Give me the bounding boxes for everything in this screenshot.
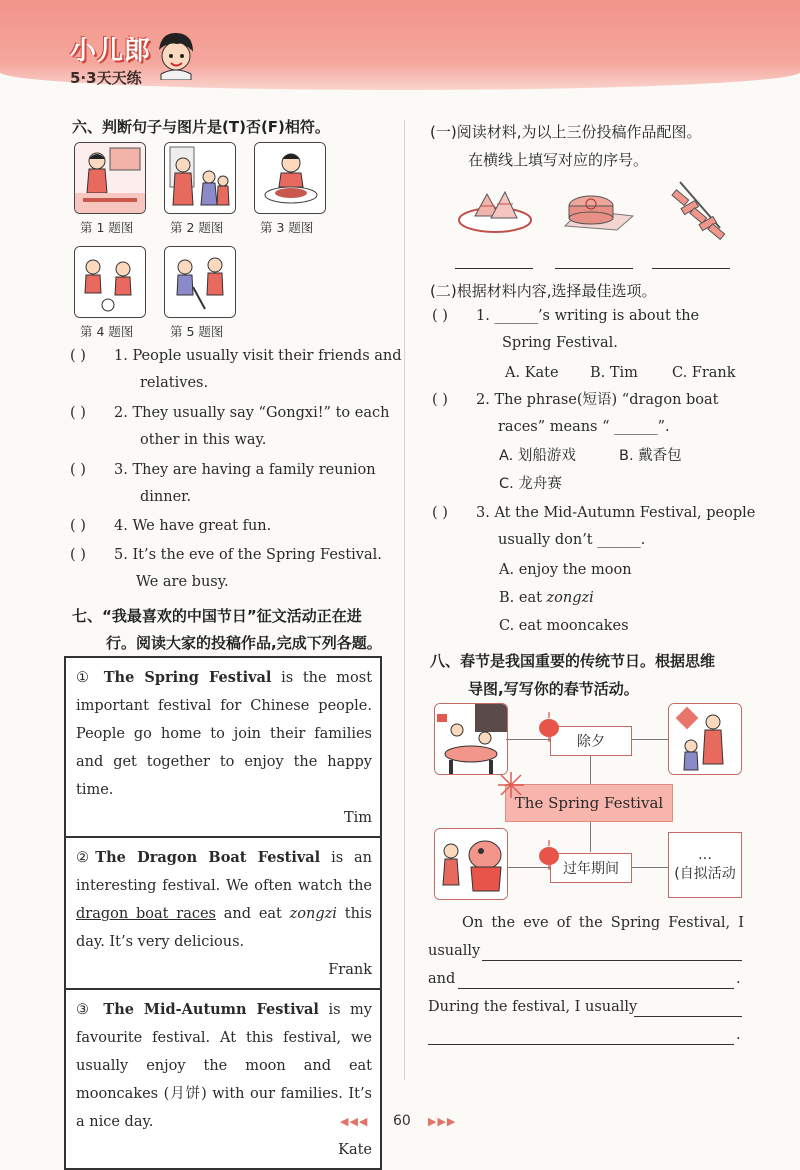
reunion-dinner-icon [255, 143, 325, 213]
answer-line-pic2[interactable] [555, 268, 633, 269]
mindmap-pic-eve [434, 703, 508, 775]
mindmap-pic-fu [668, 703, 742, 775]
mindmap-dots: … [698, 847, 712, 863]
fu-poster-icon [669, 704, 741, 774]
essay-3-num: ③ [76, 1002, 94, 1018]
brand-subtitle: 5·3天天练 [70, 69, 142, 87]
item-6-3 [114, 457, 376, 511]
essay-1-author: Tim [343, 810, 372, 826]
mm-line-2 [632, 739, 668, 740]
writing-period-2: . [736, 1027, 741, 1043]
q1 [476, 303, 699, 357]
item-6-3-line1: 3. They are having a family reunion [114, 462, 376, 478]
writing-answer-4[interactable] [428, 1044, 734, 1045]
answer-paren-q3[interactable]: ( ) [432, 505, 448, 521]
item-6-2 [114, 400, 389, 454]
section8-title-line2: 导图,写写你的春节活动。 [468, 680, 639, 698]
essay-1-num: ① [76, 670, 95, 686]
essay-3-text: is my favourite festival. At this festival, we usually enjoy the moon and eat mooncakes (月饼) with our families. It’s a nice day. [76, 1002, 372, 1130]
answer-paren-6-1[interactable]: ( ) [70, 348, 86, 364]
mindmap-pic-lion-dance [434, 828, 508, 900]
answer-paren-6-2[interactable]: ( ) [70, 405, 86, 421]
caption-5: 第 5 题图 [170, 324, 224, 339]
q1-line1: 1. ______’s writing is about the [476, 308, 700, 324]
answer-paren-q1[interactable]: ( ) [432, 308, 448, 324]
q2-option-b[interactable]: B. 戴香包 [619, 448, 682, 464]
boy-mascot-icon [155, 30, 197, 80]
caption-2: 第 2 题图 [170, 220, 224, 235]
picture-5 [164, 246, 236, 318]
q2-option-a[interactable]: A. 划船游戏 [499, 448, 576, 464]
essay-2-underlined: dragon boat races [76, 906, 216, 922]
essay-2-text-c: this day. It’s very delicious. [76, 906, 372, 950]
mm-line-4 [590, 822, 591, 852]
mm-line-3 [590, 755, 591, 785]
item-6-5-line1: 5. It’s the eve of the Spring Festival. [114, 547, 382, 563]
lantern-icon [534, 712, 564, 742]
part2-title: (二)根据材料内容,选择最佳选项。 [430, 282, 657, 300]
writing-and-label: and [428, 971, 456, 987]
lion-dance-icon [435, 829, 507, 899]
q3 [476, 500, 755, 554]
zongzi-plate-icon [455, 180, 535, 240]
item-6-2-line1: 2. They usually say “Gongxi!” to each [114, 405, 390, 421]
mindmap-during-box: 过年期间 [550, 853, 632, 883]
family-dinner-icon [435, 704, 507, 774]
firecrackers-icon [660, 178, 740, 242]
answer-line-pic1[interactable] [455, 268, 533, 269]
q2-line1: 2. The phrase(短语) “dragon boat [476, 392, 719, 408]
part1-title-line2: 在横线上填写对应的序号。 [468, 151, 649, 169]
caption-1: 第 1 题图 [80, 220, 134, 235]
brand-logo [70, 30, 151, 88]
answer-paren-6-3[interactable]: ( ) [70, 462, 86, 478]
q3-option-a[interactable]: A. enjoy the moon [499, 562, 632, 578]
mindmap-free-box [668, 832, 742, 898]
essay-2-italic: zongzi [289, 906, 337, 922]
q3-option-b-zongzi: zongzi [546, 590, 594, 606]
mm-line-6 [632, 867, 668, 868]
q3-option-c[interactable]: C. eat mooncakes [499, 618, 629, 634]
answer-paren-6-5[interactable]: ( ) [70, 547, 86, 563]
writing-line1: On the eve of the Spring Festival, I [462, 915, 744, 931]
section7-title-line1: 七、“我最喜欢的中国节日”征文活动正在进 [72, 607, 362, 625]
essay-1 [66, 658, 380, 838]
item-6-1-line2: relatives. [140, 375, 209, 391]
item-6-1-line1: 1. People usually visit their friends and [114, 348, 402, 364]
essay-2-heading: The Dragon Boat Festival [95, 849, 321, 866]
page-number: 60 [393, 1113, 411, 1129]
q3-line2: usually don’t ______. [498, 532, 646, 548]
greeting-icon [165, 143, 235, 213]
picture-1 [74, 142, 146, 214]
section7-title [72, 603, 382, 657]
picture-4 [74, 246, 146, 318]
mindmap-center-box: The Spring Festival [505, 784, 673, 822]
section8-title [430, 647, 715, 703]
kids-playing-icon [75, 247, 145, 317]
answer-paren-6-4[interactable]: ( ) [70, 518, 86, 534]
mooncake-icon [557, 180, 637, 240]
essay-3-author: Kate [338, 1142, 372, 1158]
q2-option-c[interactable]: C. 龙舟赛 [499, 476, 562, 492]
essay-2-num: ② [76, 850, 96, 866]
section7-title-line2: 行。阅读大家的投稿作品,完成下列各题。 [106, 634, 382, 652]
item-6-5-line2: We are busy. [136, 574, 229, 590]
footer-left-arrows-icon: ◀◀◀ [340, 1115, 369, 1128]
part1-title-line1: (一)阅读材料,为以上三份投稿作品配图。 [430, 123, 702, 141]
item-6-5 [114, 542, 382, 596]
q2 [476, 387, 719, 441]
mindmap-eve-box: 除夕 [550, 726, 632, 756]
writing-during-label: During the festival, I usually [428, 999, 638, 1015]
item-6-4-line1: 4. We have great fun. [114, 518, 272, 534]
mindmap-free-label: (自拟活动 [674, 866, 736, 882]
item-6-2-line2: other in this way. [140, 432, 267, 448]
item-6-3-line2: dinner. [140, 489, 192, 505]
firework-icon [496, 770, 526, 800]
essay-2-text-a: is an interesting festival. We often watch the [76, 850, 373, 894]
q1-option-b[interactable]: B. Tim [590, 365, 638, 381]
lantern-icon-2 [534, 840, 564, 870]
q1-option-a[interactable]: A. Kate [505, 365, 559, 381]
item-6-4 [114, 513, 271, 540]
answer-line-pic3[interactable] [652, 268, 730, 269]
essay-1-heading: The Spring Festival [103, 669, 272, 686]
writing-answer-1[interactable] [482, 960, 742, 961]
essay-3 [66, 990, 380, 1168]
brand-name: 小儿郎 [70, 36, 152, 66]
q3-option-b[interactable]: B. eat zongzi [499, 590, 594, 606]
essay-2-text-b: and eat [215, 906, 290, 922]
essays-box [64, 656, 382, 1170]
family-visit-icon [75, 143, 145, 213]
part1-title [430, 118, 701, 174]
caption-3: 第 3 题图 [260, 220, 314, 235]
essay-2 [66, 838, 380, 990]
footer-right-arrows-icon: ▶▶▶ [428, 1115, 457, 1128]
q1-line2: Spring Festival. [502, 335, 618, 351]
writing-usually-label: usually [428, 943, 481, 959]
q1-option-c[interactable]: C. Frank [672, 365, 736, 381]
writing-period-1: . [736, 971, 741, 987]
essay-3-heading: The Mid-Autumn Festival [103, 1001, 319, 1018]
item-6-1 [114, 343, 402, 397]
essay-2-author: Frank [328, 962, 372, 978]
writing-answer-3[interactable] [634, 1016, 742, 1017]
column-divider [404, 120, 405, 1080]
picture-2 [164, 142, 236, 214]
essay-1-text: is the most important festival for Chinese people. People go home to join their families and get together to enjoy the happy time. [76, 670, 373, 798]
q2-line2: races” means “ ______”. [498, 419, 670, 435]
q3-line1: 3. At the Mid-Autumn Festival, people [476, 505, 756, 521]
answer-paren-q2[interactable]: ( ) [432, 392, 448, 408]
writing-answer-2[interactable] [458, 988, 734, 989]
picture-3 [254, 142, 326, 214]
caption-4: 第 4 题图 [80, 324, 134, 339]
section8-title-line1: 八、春节是我国重要的传统节日。根据思维 [430, 652, 716, 670]
kids-sweeping-icon [165, 247, 235, 317]
section6-title: 六、判断句子与图片是(T)否(F)相符。 [72, 118, 330, 136]
